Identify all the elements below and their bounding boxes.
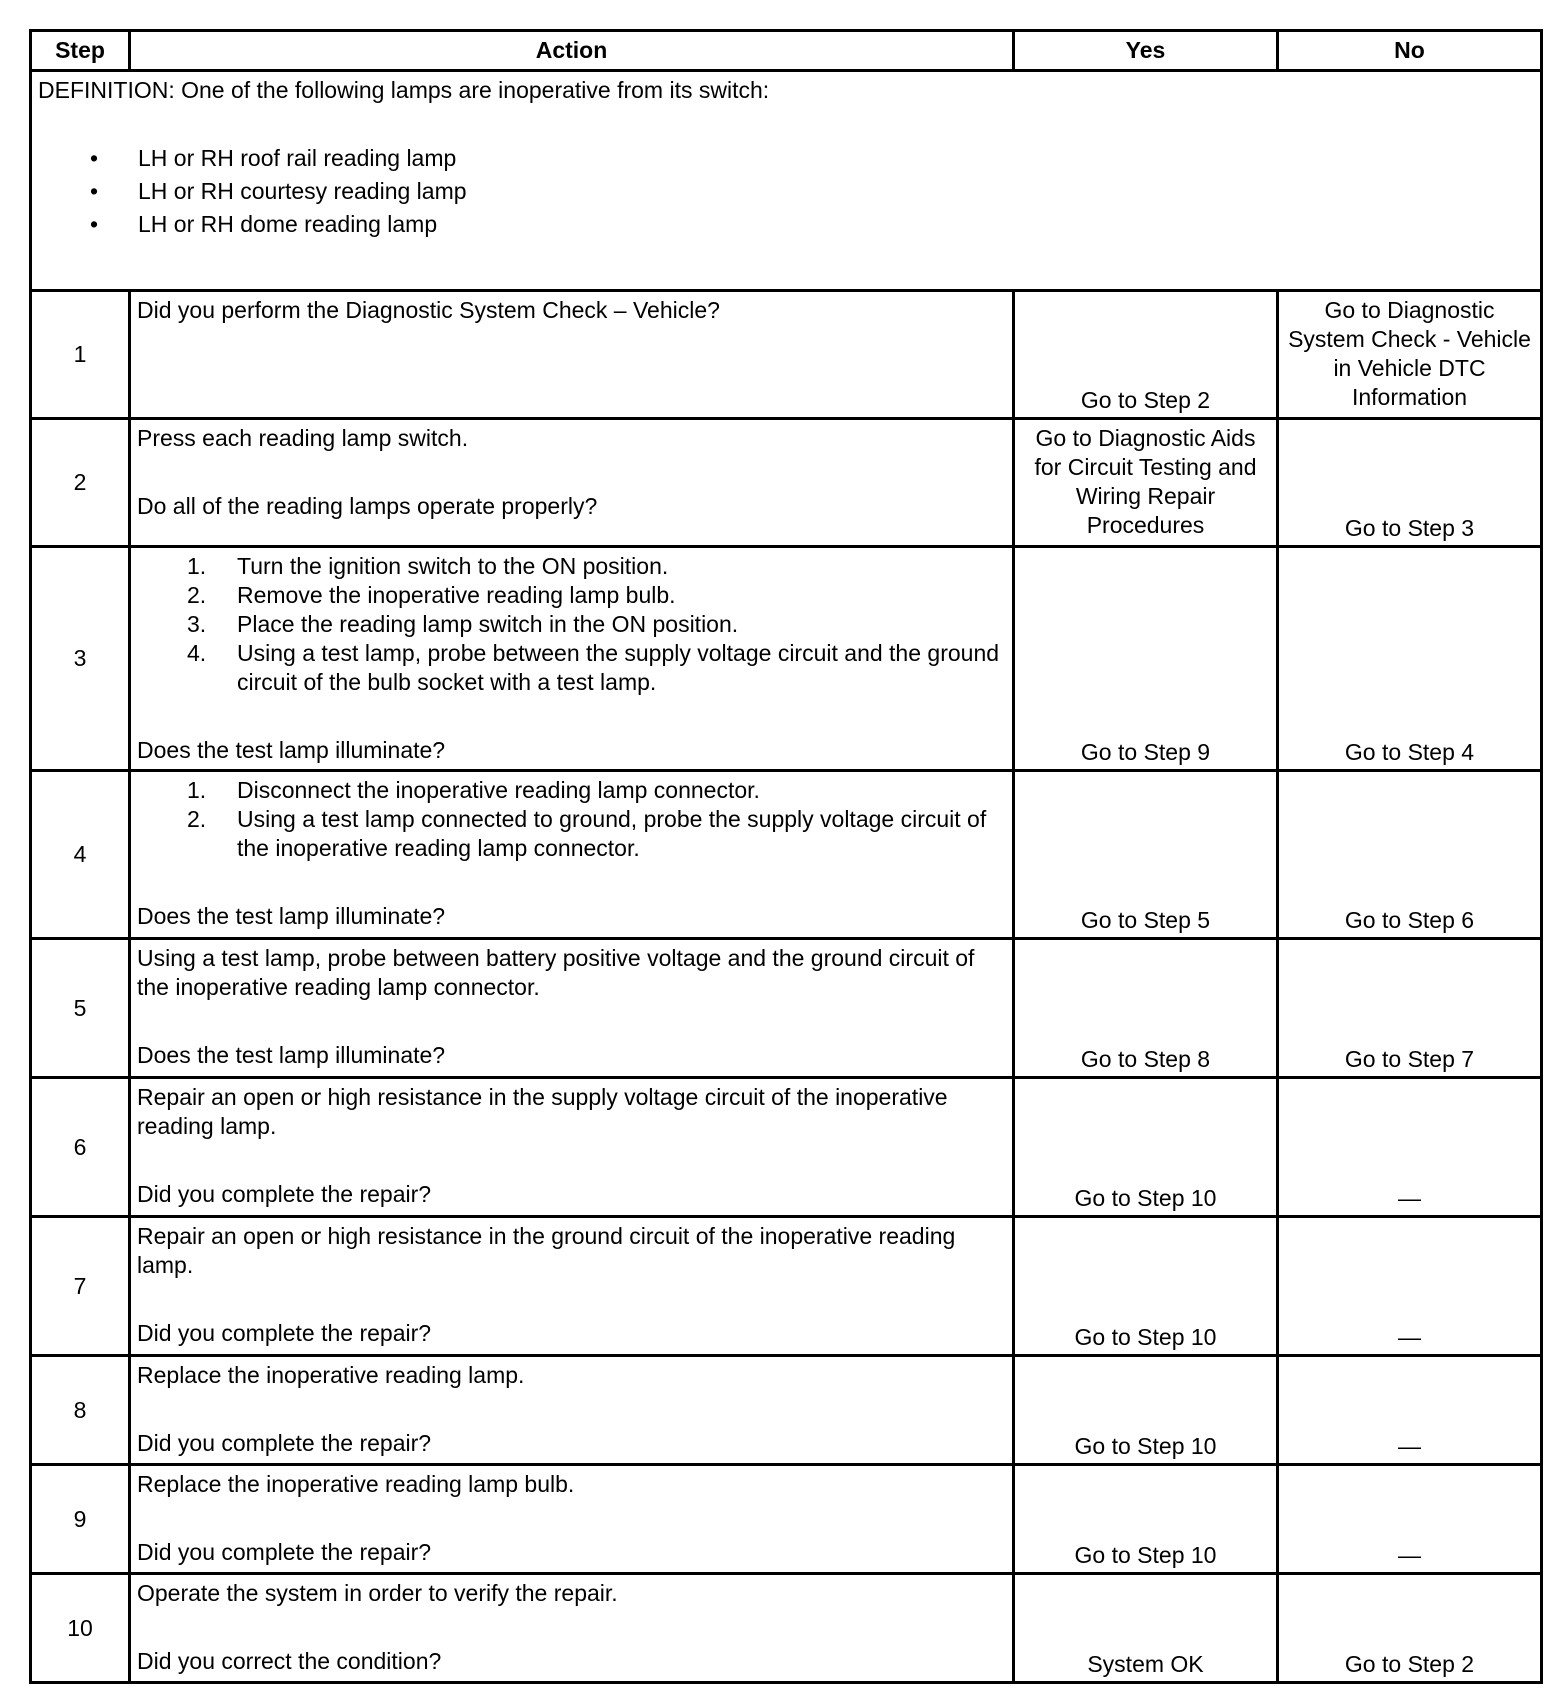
step-action: Did you perform the Diagnostic System Check – Vehicle? bbox=[130, 291, 1014, 419]
step-row-5 bbox=[31, 939, 1542, 1078]
step-yes: Go to Step 8 bbox=[1014, 939, 1278, 1078]
step-instructions: 1. Disconnect the inoperative reading lamp connector. 2. Using a test lamp connected to ground, probe the supply voltage circuit of the inoperative reading lamp connector. bbox=[187, 777, 987, 861]
step-yes: Go to Step 10 bbox=[1014, 1465, 1278, 1574]
step-question: Does the test lamp illuminate? bbox=[137, 737, 446, 763]
step-question: Did you complete the repair? bbox=[137, 1430, 432, 1456]
step-row-9 bbox=[31, 1465, 1542, 1574]
step-number: 8 bbox=[31, 1356, 130, 1465]
step-no: Go to Step 2 bbox=[1278, 1574, 1542, 1683]
step-yes: Go to Step 9 bbox=[1014, 547, 1278, 771]
bullet-icon: • bbox=[90, 211, 99, 237]
header-yes: Yes bbox=[1014, 31, 1278, 71]
step-no: Go to Step 4 bbox=[1278, 547, 1542, 771]
step-yes: Go to Step 10 bbox=[1014, 1217, 1278, 1356]
step-number: 5 bbox=[31, 939, 130, 1078]
definition-item: • LH or RH courtesy reading lamp bbox=[38, 175, 1534, 208]
step-yes: Go to Diagnostic Aids for Circuit Testing and Wiring Repair Procedures bbox=[1014, 419, 1278, 547]
step-row-2 bbox=[31, 419, 1542, 547]
table-header-row bbox=[31, 31, 1542, 71]
definition-text: DEFINITION: One of the following lamps are inoperative from its switch: bbox=[38, 77, 770, 103]
step-question: Did you correct the condition? bbox=[137, 1648, 442, 1674]
definition-cell bbox=[31, 71, 1542, 291]
step-question: Did you complete the repair? bbox=[137, 1539, 432, 1565]
step-action: Replace the inoperative reading lamp. Did you complete the repair? bbox=[130, 1356, 1014, 1465]
step-action: Operate the system in order to verify the repair. Did you correct the condition? bbox=[130, 1574, 1014, 1683]
step-no: — bbox=[1278, 1217, 1542, 1356]
step-number: 4 bbox=[31, 771, 130, 939]
step-row-7 bbox=[31, 1217, 1542, 1356]
step-yes: Go to Step 10 bbox=[1014, 1078, 1278, 1217]
definition-row bbox=[31, 71, 1542, 291]
step-no: Go to Step 7 bbox=[1278, 939, 1542, 1078]
step-action bbox=[130, 547, 1014, 771]
step-yes: Go to Step 2 bbox=[1014, 291, 1278, 419]
bullet-icon: • bbox=[90, 145, 99, 171]
step-number: 2 bbox=[31, 419, 130, 547]
step-action: Press each reading lamp switch. Do all of the reading lamps operate properly? bbox=[130, 419, 1014, 547]
step-number: 9 bbox=[31, 1465, 130, 1574]
step-question: Did you complete the repair? bbox=[137, 1181, 432, 1207]
step-number: 1 bbox=[31, 291, 130, 419]
step-number: 7 bbox=[31, 1217, 130, 1356]
step-row-6 bbox=[31, 1078, 1542, 1217]
definition-item: • LH or RH roof rail reading lamp bbox=[38, 142, 1534, 175]
step-action: Repair an open or high resistance in the ground circuit of the inoperative reading lamp. Did you complete the repair? bbox=[130, 1217, 1014, 1356]
step-no: — bbox=[1278, 1465, 1542, 1574]
bullet-icon: • bbox=[90, 178, 99, 204]
definition-list bbox=[38, 142, 1534, 241]
header-action: Action bbox=[130, 31, 1014, 71]
header-no: No bbox=[1278, 31, 1542, 71]
step-yes: System OK bbox=[1014, 1574, 1278, 1683]
diagnostic-table bbox=[29, 29, 1543, 1684]
step-action bbox=[130, 771, 1014, 939]
step-question: Do all of the reading lamps operate properly? bbox=[137, 493, 598, 519]
step-no: Go to Step 6 bbox=[1278, 771, 1542, 939]
step-yes: Go to Step 10 bbox=[1014, 1356, 1278, 1465]
step-row-4 bbox=[31, 771, 1542, 939]
step-no: — bbox=[1278, 1078, 1542, 1217]
step-no: Go to Step 3 bbox=[1278, 419, 1542, 547]
definition-item: • LH or RH dome reading lamp bbox=[38, 208, 1534, 241]
step-instructions: 1. Turn the ignition switch to the ON position. 2. Remove the inoperative reading lamp bulb. 3. Place the reading lamp switch in the ON position. 4. Using a test lamp, probe between the supply voltage circuit and the ground circuit of the bulb socket with a test lamp. bbox=[187, 553, 1000, 695]
step-question: Does the test lamp illuminate? bbox=[137, 903, 446, 929]
step-number: 10 bbox=[31, 1574, 130, 1683]
step-yes: Go to Step 5 bbox=[1014, 771, 1278, 939]
step-question: Does the test lamp illuminate? bbox=[137, 1042, 446, 1068]
step-row-8 bbox=[31, 1356, 1542, 1465]
step-no: — bbox=[1278, 1356, 1542, 1465]
step-row-10 bbox=[31, 1574, 1542, 1683]
step-action: Using a test lamp, probe between battery positive voltage and the ground circuit of the inoperative reading lamp connector. Does the test lamp illuminate? bbox=[130, 939, 1014, 1078]
step-question: Did you complete the repair? bbox=[137, 1320, 432, 1346]
step-number: 6 bbox=[31, 1078, 130, 1217]
diagnostic-table-wrapper bbox=[29, 29, 1543, 1684]
step-row-3 bbox=[31, 547, 1542, 771]
step-action: Replace the inoperative reading lamp bulb. Did you complete the repair? bbox=[130, 1465, 1014, 1574]
step-number: 3 bbox=[31, 547, 130, 771]
step-action: Repair an open or high resistance in the supply voltage circuit of the inoperative reading lamp. Did you complete the repair? bbox=[130, 1078, 1014, 1217]
step-no: Go to Diagnostic System Check - Vehicle in Vehicle DTC Information bbox=[1278, 291, 1542, 419]
header-step: Step bbox=[31, 31, 130, 71]
step-row-1 bbox=[31, 291, 1542, 419]
